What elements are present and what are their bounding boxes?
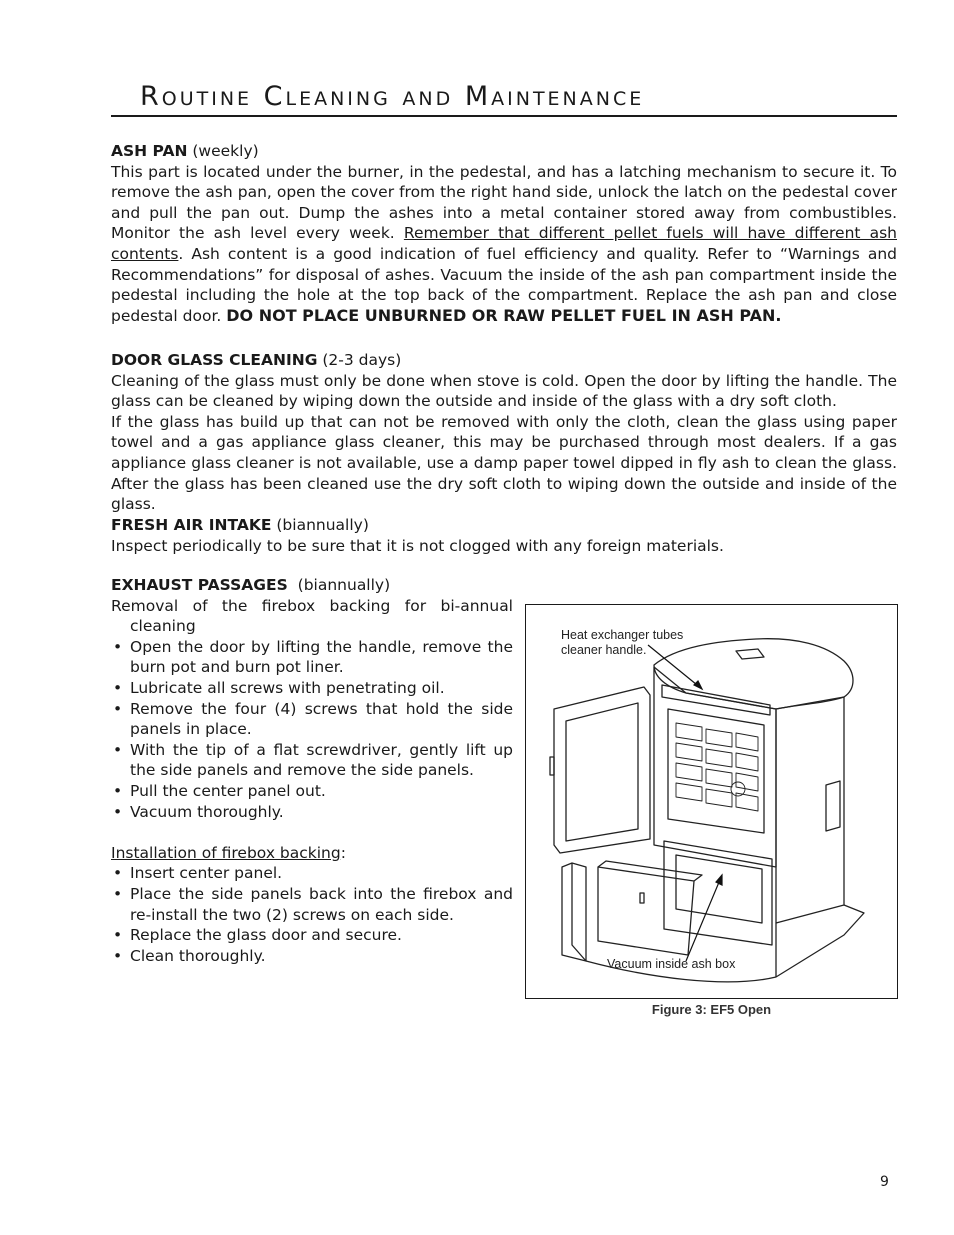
door-glass-heading: DOOR GLASS CLEANING	[111, 351, 318, 369]
list-item: • Lubricate all screws with penetrating oil.	[111, 678, 513, 699]
ash-pan-heading: ASH PAN	[111, 142, 188, 160]
door-glass-paragraph-1: Cleaning of the glass must only be done when stove is cold. Open the door by lifting the handle. The glass can be cleaned by wiping down the outside and inside of the glass with a dry soft cloth.	[111, 371, 897, 411]
firebox	[668, 709, 764, 833]
exhaust-intro-line-2: cleaning	[130, 617, 196, 636]
ash-pan	[598, 867, 694, 955]
exhaust-heading-line	[111, 575, 513, 596]
figure-label-heat-exchanger	[561, 628, 683, 658]
list-item: • With the tip of a flat screwdriver, gently lift up the side panels and remove the side panels.	[111, 740, 513, 781]
title-rule	[111, 115, 897, 117]
page-number: 9	[880, 1174, 889, 1190]
installation-heading: Installation of firebox backing	[111, 843, 341, 862]
ash-pan-frequency: (weekly)	[187, 142, 259, 160]
list-item: • Clean thoroughly.	[111, 946, 513, 967]
list-item: • Remove the four (4) screws that hold the side panels in place.	[111, 699, 513, 740]
exhaust-heading: EXHAUST PASSAGES	[111, 576, 288, 594]
page-title: Routine Cleaning and Maintenance	[140, 81, 645, 112]
figure-label-heat-exchanger-line-1: Heat exchanger tubes	[561, 628, 684, 642]
fresh-air-frequency: (biannually)	[271, 516, 369, 534]
exhaust-steps-list	[111, 637, 513, 822]
list-item: • Vacuum thoroughly.	[111, 802, 513, 823]
list-item: • Place the side panels back into the firebox and re-install the two (2) screws on each side.	[111, 884, 513, 925]
door-glass-section	[111, 350, 897, 515]
figure-label-heat-exchanger-line-2: cleaner handle.	[561, 643, 647, 657]
list-item: • Replace the glass door and secure.	[111, 925, 513, 946]
installation-colon: :	[340, 843, 346, 862]
door-glass-heading-line	[111, 350, 897, 371]
list-item: • Insert center panel.	[111, 863, 513, 884]
installation-steps-list	[111, 863, 513, 966]
exhaust-section	[111, 575, 513, 966]
fresh-air-section	[111, 515, 897, 556]
ash-pan-body	[111, 162, 897, 327]
exhaust-intro-line-1: Removal of the firebox backing for bi-annual	[111, 596, 513, 615]
stove-right-side	[776, 697, 844, 923]
ash-pan-text-2: . Ash content is a good indication of fuel efficiency and quality. Refer to “Warnings and Recommendations” for disposal of ashes. Vacuum the inside of the ash pan compartment inside the pedestal including the hole at the top back of the compartment. Replace the ash pan and close pedestal door.	[111, 244, 897, 325]
door-glass-frequency: (2-3 days)	[317, 351, 402, 369]
figure-label-ash-box: Vacuum inside ash box	[607, 957, 736, 971]
list-item: • Open the door by lifting the handle, remove the burn pot and burn pot liner.	[111, 637, 513, 678]
ash-pan-underlined-note: Remember that different pellet fuels will have different ash contents	[111, 224, 898, 263]
fresh-air-heading: FRESH AIR INTAKE	[111, 516, 272, 534]
fresh-air-heading-line	[111, 515, 897, 536]
installation-heading-line	[111, 843, 513, 864]
ash-pan-text-1: This part is located under the burner, in the pedestal, and has a latching mechanism to secure it. To remove the ash pan, open the cover from the right hand side, unlock the latch on the pedestal cover and pull the pan out. Dump the ashes into a metal container stored away from combustibles. Monitor the ash level every week.	[111, 162, 897, 243]
fresh-air-text: Inspect periodically to be sure that it is not clogged with any foreign materials.	[111, 536, 724, 555]
ash-pan-warning: DO NOT PLACE UNBURNED OR RAW PELLET FUEL IN ASH PAN.	[226, 305, 782, 325]
figure-caption: Figure 3: EF5 Open	[651, 1002, 772, 1017]
exhaust-frequency: (biannually)	[287, 576, 391, 594]
ash-pan-section	[111, 141, 897, 326]
list-item: • Pull the center panel out.	[111, 781, 513, 802]
figure-stove-open	[525, 604, 898, 999]
stove-illustration	[526, 605, 897, 998]
ash-pan-heading-line	[111, 141, 897, 162]
door-glass-paragraph-2: If the glass has build up that can not be removed with only the cloth, clean the glass using paper towel and a gas appliance glass cleaner, this may be purchased through most dealers. If a gas appliance glass cleaner is not available, use a damp paper towel dipped in fly ash to clean the glass. After the glass has been cleaned use the dry soft cloth to wiping down the outside and inside of the glass.	[111, 412, 897, 514]
